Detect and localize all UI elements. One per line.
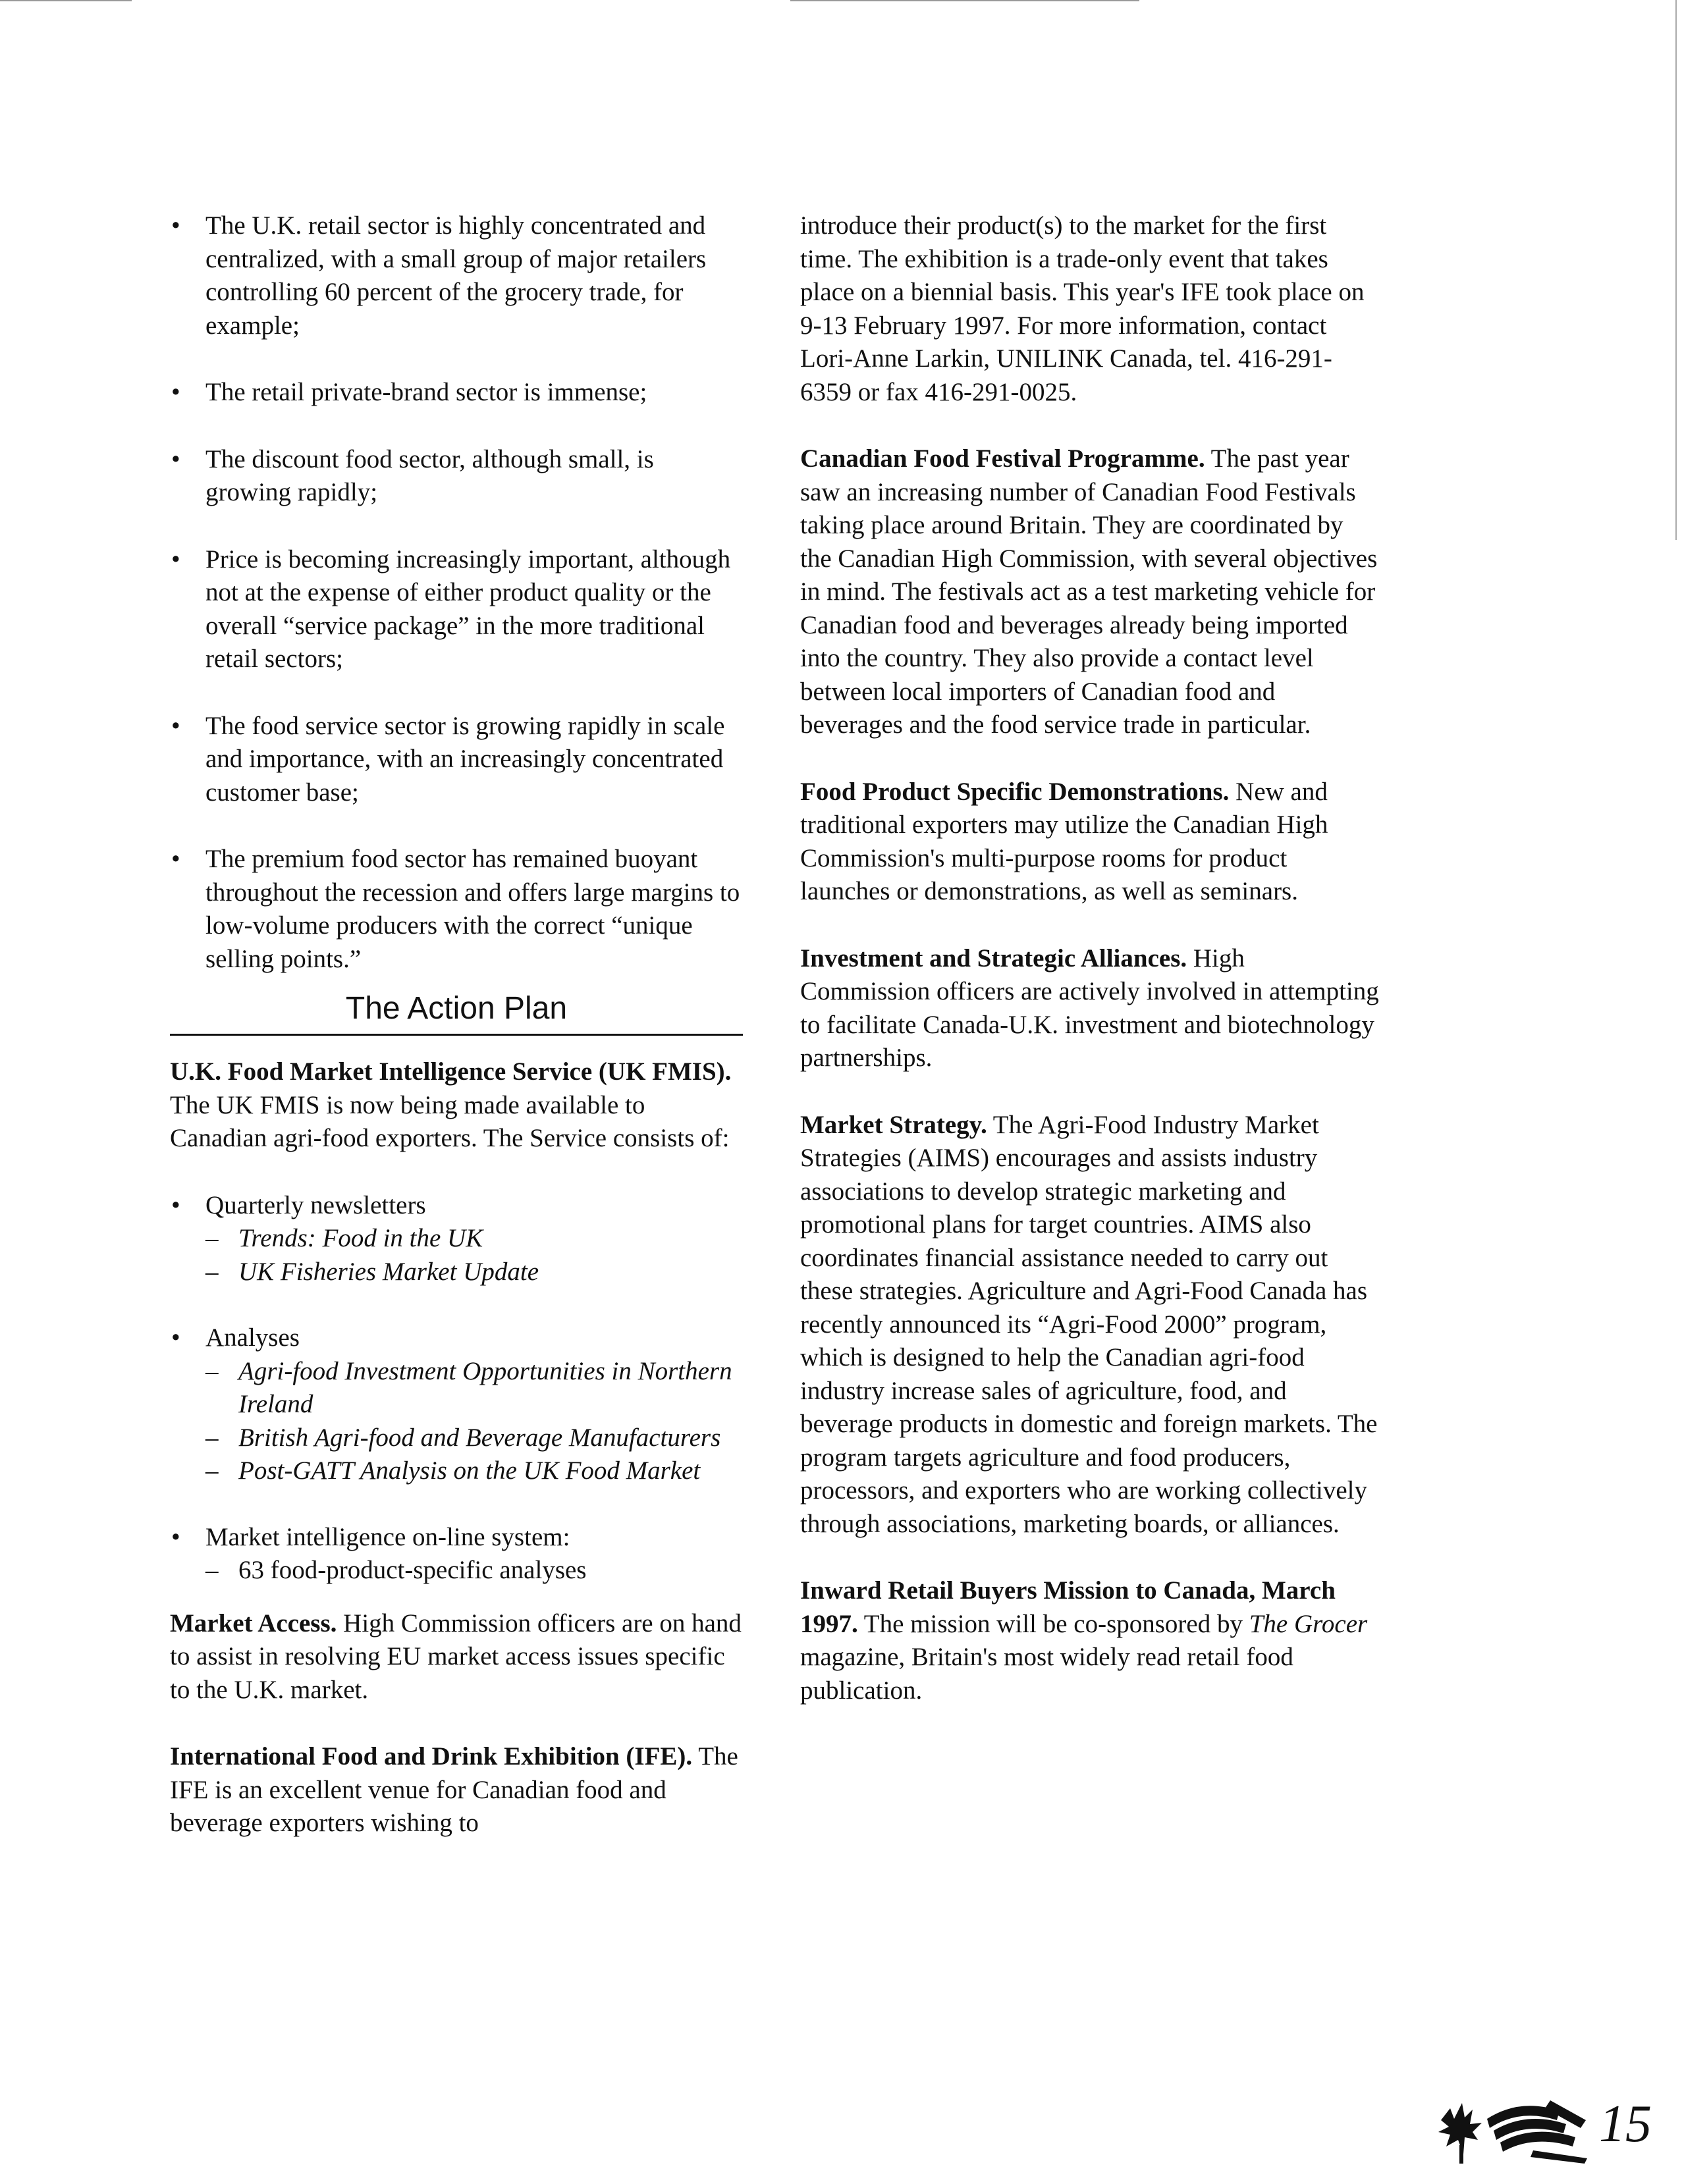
top-rule-right (790, 0, 1139, 1)
mission-body-after: magazine, Britain's most widely read retail food publication. (800, 1643, 1293, 1705)
page-number: 15 (1599, 2095, 1652, 2153)
ife-body: The IFE is an excellent venue for Canadian food and beverage exporters wishing to (170, 1742, 738, 1837)
list-item-online-system (170, 1521, 743, 1587)
flag-emblem-icon (1434, 2094, 1592, 2165)
investment-body: High Commission officers are actively involved in attempting to facilitate Canada-U.K. investment and biotechnology partnerships. (800, 944, 1379, 1072)
market-access-paragraph (170, 1607, 743, 1707)
festival-heading: Canadian Food Festival Programme. (800, 444, 1205, 473)
service-list (170, 1189, 743, 1587)
list-item: • Price is becoming increasingly important, although not at the expense of either product quality or the overall “service package” in the more traditional retail sectors; (170, 543, 743, 676)
analyses-sublist (205, 1355, 743, 1488)
online-system-sublist (205, 1554, 743, 1587)
list-item-analyses (170, 1321, 743, 1488)
newsletter-sublist (205, 1222, 743, 1289)
sublist-item: – Trends: Food in the UK (205, 1222, 743, 1256)
market-access-body: High Commission officers are on hand to assist in resolving EU market access issues specific to the U.K. market. (170, 1609, 742, 1704)
left-column (170, 209, 743, 1874)
sublist-item: – 63 food-product-specific analyses (205, 1554, 743, 1587)
strategy-heading: Market Strategy. (800, 1110, 987, 1139)
mission-body-before: The mission will be co-sponsored by (863, 1609, 1243, 1638)
list-item: • The discount food sector, although small, is growing rapidly; (170, 443, 743, 510)
festival-body: The past year saw an increasing number of Canadian Food Festivals taking place around Britain. They are coordinated by the Canadian High Commission, with several objectives in mind. The festivals act as a test marketing vehicle for Canadian food and beverages already being imported into the country. They also provide a contact level between local importers of Canadian food and beverages and the food service trade in particular. (800, 444, 1378, 739)
fmis-paragraph (170, 1055, 743, 1156)
investment-paragraph (800, 942, 1380, 1075)
market-access-heading: Market Access. (170, 1609, 337, 1638)
list-item: • The U.K. retail sector is highly concentrated and centralized, with a small group of major retailers controlling 60 percent of the grocery trade, for example; (170, 209, 743, 342)
list-item-label: Market intelligence on-line system: (205, 1522, 570, 1551)
list-item-newsletters (170, 1189, 743, 1289)
fmis-body: The UK FMIS is now being made available to Canadian agri-food exporters. The Service consists of: (170, 1090, 730, 1152)
sublist-item: – Agri-food Investment Opportunities in Northern Ireland (205, 1355, 743, 1422)
mission-heading: Inward Retail Buyers Mission to Canada, March 1997. (800, 1576, 1336, 1638)
right-column (800, 209, 1380, 1741)
sublist-item: – Post-GATT Analysis on the UK Food Market (205, 1454, 743, 1488)
right-edge-rule (1675, 0, 1677, 540)
fmis-heading: U.K. Food Market Intelligence Service (UK FMIS). (170, 1057, 732, 1086)
ife-heading: International Food and Drink Exhibition (IFE). (170, 1742, 693, 1771)
market-characteristics-list (170, 209, 743, 976)
sublist-item: – UK Fisheries Market Update (205, 1256, 743, 1289)
mission-paragraph (800, 1574, 1380, 1707)
strategy-body: The Agri-Food Industry Market Strategies (AIMS) encourages and assists industry associations to develop strategic marketing and promotional plans for target countries. AIMS also coordinates financial assistance needed to carry out these strategies. Agriculture and Agri-Food Canada has recently announced its “Agri-Food 2000” program, which is designed to help the Canadian agri-food industry increase sales of agriculture, food, and beverage products in domestic and foreign markets. The program targets agriculture and food producers, processors, and exporters who are working collectively through associations, marketing boards, or alliances. (800, 1110, 1378, 1538)
sublist-item: – British Agri-food and Beverage Manufacturers (205, 1422, 743, 1455)
strategy-paragraph (800, 1109, 1380, 1541)
ife-continued-paragraph: introduce their product(s) to the market for the first time. The exhibition is a trade-only event that takes place on a biennial basis. This year's IFE took place on 9-13 February 1997. For more information, contact Lori-Anne Larkin, UNILINK Canada, tel. 416-291-6359 or fax 416-291-0025. (800, 211, 1365, 406)
demonstrations-paragraph (800, 776, 1380, 909)
list-item: • The premium food sector has remained buoyant throughout the recession and offers large margins to low-volume producers with the correct “unique selling points.” (170, 843, 743, 976)
list-item-label: Quarterly newsletters (205, 1190, 426, 1219)
list-item: • The retail private-brand sector is immense; (170, 376, 743, 410)
festival-paragraph (800, 442, 1380, 742)
demonstrations-heading: Food Product Specific Demonstrations. (800, 777, 1230, 806)
publication-title: The Grocer (1249, 1609, 1368, 1638)
investment-heading: Investment and Strategic Alliances. (800, 944, 1187, 972)
top-rule-left (0, 0, 132, 1)
demonstrations-body: New and traditional exporters may utilize the Canadian High Commission's multi-purpose rooms for product launches or demonstrations, as well as seminars. (800, 777, 1328, 905)
ife-paragraph (170, 1740, 743, 1840)
list-item-label: Analyses (205, 1323, 300, 1352)
list-item: • The food service sector is growing rapidly in scale and importance, with an increasingly concentrated customer base; (170, 710, 743, 810)
section-title: The Action Plan (170, 989, 743, 1036)
